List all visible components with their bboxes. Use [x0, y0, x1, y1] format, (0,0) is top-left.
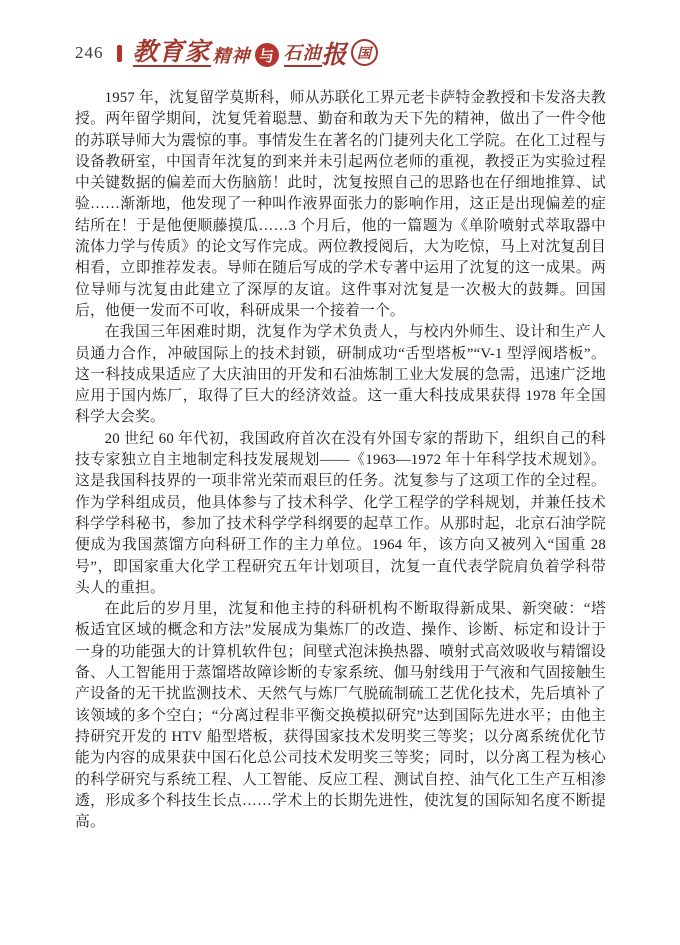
paragraph-later-achievements: 在此后的岁月里，沈复和他主持的科研机构不断取得新成果、新突破：“塔板适宜区域的概念和方法”发展成为集炼厂的改造、操作、诊断、标定和设计于一身的功能强大的计算机软件包；间壁式泡沫换热器、喷射式高效吸收与精馏设备、人工智能用于蒸馏塔故障诊断的专家系统、伽马射线用于气液和气固接触生产设备的无干扰监测技术、天然气与炼厂气脱硫制硫工艺优化技术，先后填补了该领域的多个空白；“分离过程非平衡交换模拟研究”达到国际先进水平；由他主持研究开发的 HTV 船型塔板，获得国家技术发明奖三等奖；以分离系统优化节能为内容的成果获中国石化总公司技术发明奖三等奖；同时，以分离工程为核心的科学研究与系统工程、人工智能、反应工程、测试自控、油气化工生产互相渗透，形成多个科技生长点……学术上的长期先进性，使沈复的国际知名度不断提高。	[75, 601, 606, 831]
logo-text-educator: 教育家	[132, 37, 211, 66]
paragraph-tray-research: 在我国三年困难时期，沈复作为学术负责人，与校内外师生、设计和生产人员通力合作，冲破国际上的技术封锁，研制成功“舌型塔板”“V-1 型浮阀塔板”。这一科技成果适应了大庆油田的开发和石油炼制工业大发展的急需，迅速广泛地应用于国内炼厂，取得了巨大的经济效益。这一重大科技成果获得 1978 年全国科学大会奖。	[75, 324, 606, 426]
header-divider-bar	[117, 45, 122, 62]
logo-text-serve: 报	[321, 40, 348, 69]
logo-yu-circle-badge: 与	[255, 43, 279, 67]
logo-country-circled: 国	[351, 39, 378, 66]
logo-text-spirit: 精神	[212, 46, 251, 68]
paragraph-study-in-moscow: 1957 年，沈复留学莫斯科，师从苏联化工界元老卡萨特金教授和卡发洛夫教授。两年留学期间，沈复凭着聪慧、勤奋和敢为天下先的精神，做出了一件令他的苏联导师大为震惊的事。事情发生在著名的门捷列夫化工学院。在化工过程与设备教研室，中国青年沈复的到来并未引起两位老师的重视，教授正为实验过程中关键数据的偏差而大伤脑筋！此时，沈复按照自己的思路也在仔细地推算、试验……渐渐地，他发现了一种叫作液界面张力的影响作用，这正是出现偏差的症结所在！于是他便顺藤摸瓜……3 个月后，他的一篇题为《单阶喷射式萃取器中流体力学与传质》的论文写作完成。两位教授阅后，大为吃惊，马上对沈复刮目相看，立即推荐发表。导师在随后写成的学术专著中运用了沈复的这一成果。两位导师与沈复由此建立了深厚的友谊。这件事对沈复是一次极大的鼓舞。回国后，他便一发而不可收，科研成果一个接着一个。	[75, 90, 606, 319]
page-header	[75, 36, 605, 70]
page-body-text	[75, 88, 606, 833]
paragraph-science-plan: 20 世纪 60 年代初，我国政府首次在没有外国专家的帮助下，组织自己的科技专家独立自主地制定科技发展规划——《1963—1972 年十年科学技术规划》。这是我国科技界的一项非常光荣而艰巨的任务。沈复参与了这项工作的全过程。作为学科组成员，他具体参与了技术科学、化学工程学的学科规划，并兼任技术科学学科秘书，参加了技术科学学科纲要的起草工作。从那时起，北京石油学院便成为我国蒸馏方向科研工作的主力单位。1964 年，该方向又被列入“国重 28 号”，即国家重大化学工程研究五年计划项目，沈复一直代表学院肩负着学科带头人的重担。	[75, 430, 606, 596]
page-number: 246	[75, 43, 104, 62]
logo-text-petroleum: 石油	[284, 44, 322, 67]
book-title-logo	[133, 39, 378, 67]
